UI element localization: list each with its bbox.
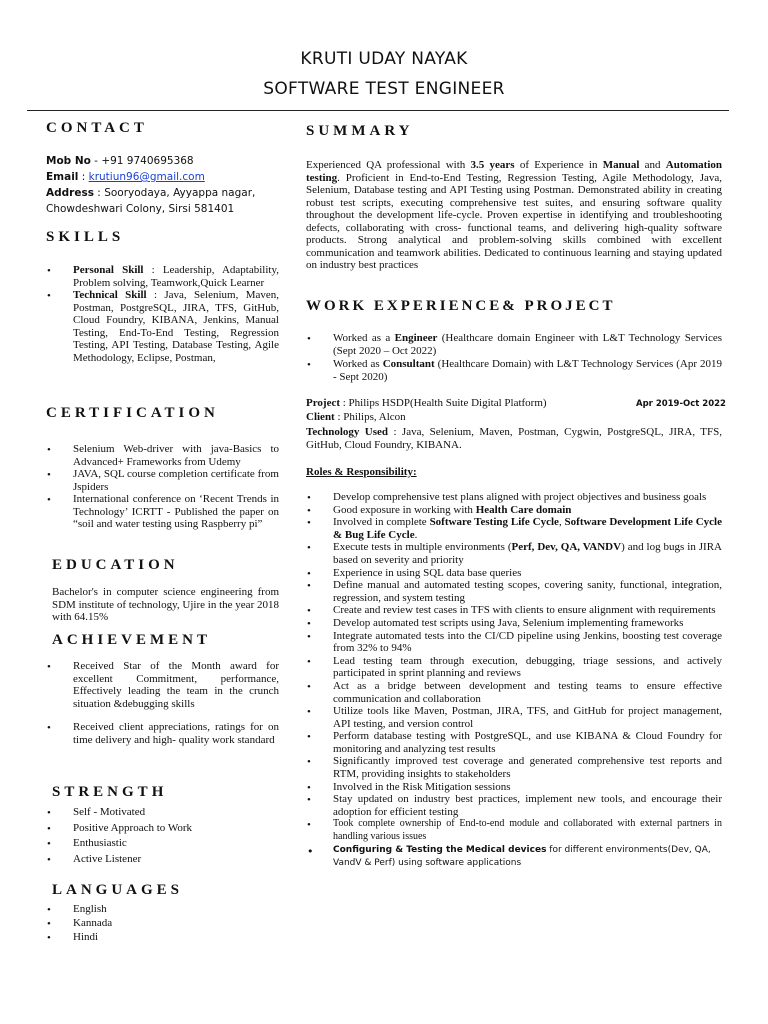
list-item: • Configuring & Testing the Medical devices for different environments(Dev, QA, VandV & Perf) using software applications bbox=[306, 844, 722, 870]
list-item: • Self - Motivated bbox=[46, 805, 279, 821]
roles-heading: Roles & Responsibility: bbox=[306, 466, 417, 478]
responsibilities-list bbox=[306, 491, 722, 870]
list-item: • Lead testing team through execution, debugging, triage sessions, and actively participated in sprint planning and reviews bbox=[306, 655, 722, 680]
list-item: • Significantly improved test coverage and generated comprehensive test reports and RTM, providing insights to stakeholders bbox=[306, 755, 722, 780]
list-item: • Stay updated on industry best practices, implement new tools, and encourage their adoption for efficient testing bbox=[306, 793, 722, 818]
list-item: • English bbox=[46, 902, 279, 916]
list-item: • Define manual and automated testing scopes, covering sanity, functional, integration, regression, and system testing bbox=[306, 579, 722, 604]
list-item: • Act as a bridge between development and testing teams to ensure effective communication and collaboration bbox=[306, 680, 722, 705]
list-item: • Integrate automated tests into the CI/CD pipeline using Jenkins, boosting test coverage from 32% to 94% bbox=[306, 630, 722, 655]
client-line: Client : Philips, Alcon bbox=[306, 411, 406, 423]
list-item: • JAVA, SQL course completion certificate from Jspiders bbox=[46, 468, 279, 493]
contact-block bbox=[46, 153, 286, 217]
strength-list bbox=[46, 805, 279, 867]
list-item: • Good exposure in working with Health Care domain bbox=[306, 504, 722, 517]
certification-list bbox=[46, 443, 279, 531]
education-heading: EDUCATION bbox=[52, 557, 179, 573]
work-heading: WORK EXPERIENCE& PROJECT bbox=[306, 298, 616, 314]
list-item: • Active Listener bbox=[46, 852, 279, 868]
list-item: • Utilize tools like Maven, Postman, JIRA, TFS, and GitHub for project management, API testing, and version control bbox=[306, 705, 722, 730]
contact-heading: CONTACT bbox=[46, 120, 148, 136]
strength-heading: STRENGTH bbox=[52, 784, 168, 800]
contact-email: Email : krutiun96@gmail.com bbox=[46, 171, 205, 183]
languages-list bbox=[46, 902, 279, 944]
contact-mobile: Mob No - +91 9740695368 bbox=[46, 155, 194, 167]
summary-heading: SUMMARY bbox=[306, 123, 414, 139]
list-item: • Kannada bbox=[46, 916, 279, 930]
list-item: • Selenium Web-driver with java-Basics to Advanced+ Frameworks from Udemy bbox=[46, 443, 279, 468]
work-roles-list bbox=[306, 332, 722, 383]
contact-address-line2: Chowdeshwari Colony, Sirsi 581401 bbox=[46, 203, 235, 215]
project-line: Project : Philips HSDP(Health Suite Digital Platform) bbox=[306, 397, 547, 409]
list-item: • Took complete ownership of End-to-end module and collaborated with external partners in handling various issues bbox=[306, 818, 722, 843]
certification-heading: CERTIFICATION bbox=[46, 405, 219, 421]
list-item: • Enthusiastic bbox=[46, 836, 279, 852]
list-item: • Develop automated test scripts using Java, Selenium implementing frameworks bbox=[306, 617, 722, 630]
list-item: • Involved in complete Software Testing Life Cycle, Software Development Life Cycle & Bug Life Cycle. bbox=[306, 516, 722, 541]
list-item: • Received Star of the Month award for excellent Commitment, performance, Effectively leading the team in the crunch situation &debugging skills bbox=[46, 660, 279, 710]
list-item: • Create and review test cases in TFS with clients to ensure alignment with requirements bbox=[306, 604, 722, 617]
list-item: • Involved in the Risk Mitigation sessions bbox=[306, 781, 722, 794]
technology-line: Technology Used : Java, Selenium, Maven, Postman, Cygwin, PostgreSQL, JIRA, TFS, GitHub, Cloud Foundry, KIBANA. bbox=[306, 426, 722, 451]
candidate-name: KRUTI UDAY NAYAK bbox=[300, 49, 468, 69]
contact-address: Address : Sooryodaya, Ayyappa nagar, bbox=[46, 187, 256, 199]
list-item: • Develop comprehensive test plans aligned with project objectives and business goals bbox=[306, 491, 722, 504]
education-text: Bachelor's in computer science engineering from SDM institute of technology, Ujire in the year 2018 with 64.15% bbox=[52, 586, 279, 623]
header-divider bbox=[27, 110, 729, 111]
list-item: • Personal Skill : Leadership, Adaptability, Problem solving, Teamwork,Quick Learner bbox=[46, 264, 279, 289]
list-item: • Experience in using SQL data base queries bbox=[306, 567, 722, 580]
list-item: • Worked as a Engineer (Healthcare domain Engineer with L&T Technology Services (Sept 2020 – Oct 2022) bbox=[306, 332, 722, 357]
email-link[interactable]: krutiun96@gmail.com bbox=[88, 171, 205, 183]
achievement-heading: ACHIEVEMENT bbox=[52, 632, 212, 648]
list-item: • International conference on ‘Recent Trends in Technology’ ICRTT - Published the paper on “soil and water testing using Raspberry pi” bbox=[46, 493, 279, 531]
achievement-list bbox=[46, 660, 279, 746]
list-item: • Technical Skill : Java, Selenium, Maven, Postman, PostgreSQL, JIRA, TFS, GitHub, Cloud Foundry, KIBANA, Jenkins, Manual Testing, End-To-End Testing, Regression Testing, API Testing, Database Testing, Agile Methodology, Eclipse, Postman, bbox=[46, 289, 279, 364]
list-item: • Hindi bbox=[46, 930, 279, 944]
list-item: • Positive Approach to Work bbox=[46, 821, 279, 837]
skills-heading: SKILLS bbox=[46, 229, 125, 245]
list-item: • Received client appreciations, ratings for on time delivery and high- quality work standard bbox=[46, 721, 279, 746]
candidate-title: SOFTWARE TEST ENGINEER bbox=[263, 79, 505, 99]
list-item: • Execute tests in multiple environments (Perf, Dev, QA, VANDV) and log bugs in JIRA based on severity and priority bbox=[306, 541, 722, 566]
summary-text: Experienced QA professional with 3.5 years of Experience in Manual and Automation testing. Proficient in End-to-End Testing, Regression Testing, Agile Methodology, Java, Selenium, Database testing and API Testing using Postman. Demonstrated ability in creating robust test scripts, executing comprehensive test suites, and ensuring software quality throughout the development life-cycle. Proven expertise in identifying and troubleshooting defects, collaborating with cross- functional teams, and delivering high-quality software products. Strong analytical and problem-solving skills combined with excellent communication and teamwork abilities. Dedicated to continuous learning and staying updated on industry best practices bbox=[306, 159, 723, 271]
list-item: • Worked as Consultant (Healthcare Domain) with L&T Technology Services (Apr 2019 - Sept 2020) bbox=[306, 358, 722, 383]
list-item: • Perform database testing with PostgreSQL, and use KIBANA & Cloud Foundry for monitoring and analyzing test results bbox=[306, 730, 722, 755]
project-dates: Apr 2019-Oct 2022 bbox=[636, 399, 726, 409]
languages-heading: LANGUAGES bbox=[52, 882, 184, 898]
skills-list bbox=[46, 264, 279, 364]
